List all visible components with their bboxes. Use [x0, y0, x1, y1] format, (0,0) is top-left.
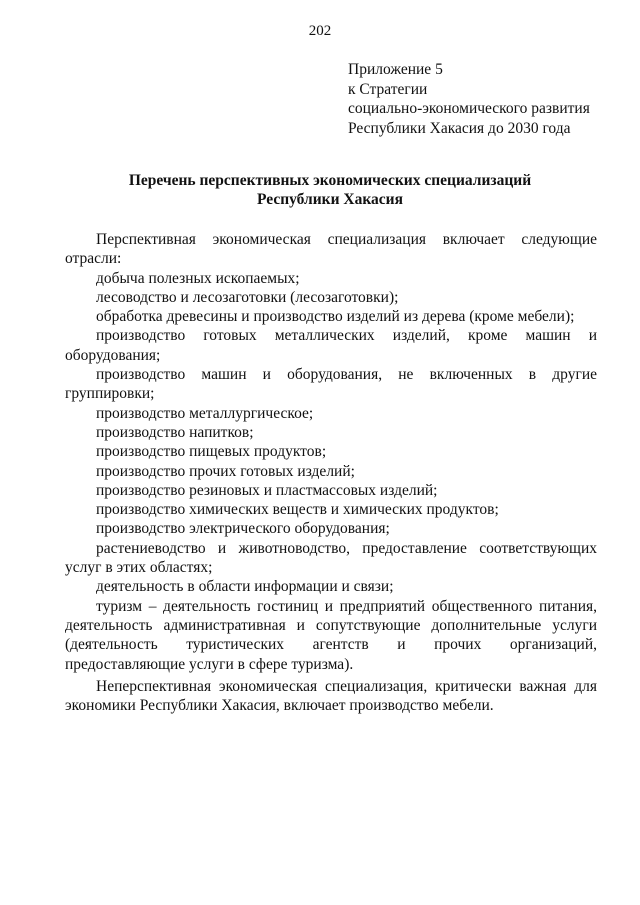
intro-paragraph: Перспективная экономическая специализация включает следующие отрасли:: [65, 231, 597, 268]
appendix-note: [348, 60, 618, 138]
appendix-line: Приложение 5: [348, 61, 443, 78]
list-item: производство пищевых продуктов;: [96, 443, 327, 461]
title-line-1: Перечень перспективных экономических специализаций: [128, 172, 532, 189]
page-number: 202: [308, 23, 332, 39]
appendix-line: к Стратегии: [348, 80, 428, 98]
list-item: обработка древесины и производство изделий из дерева (кроме мебели);: [96, 308, 575, 326]
closing-paragraph: Неперспективная экономическая специализация, критически важная для экономики Республики Хакасия, включает производство мебели.: [65, 677, 597, 715]
list-item: производство машин и оборудования, не включенных в другие группировки;: [65, 366, 597, 403]
list-item: производство металлургическое;: [96, 404, 314, 422]
list-item: производство электрического оборудования;: [96, 520, 390, 538]
document-title: [60, 171, 600, 209]
list-item: деятельность в области информации и связи;: [96, 578, 394, 596]
list-item: добыча полезных ископаемых;: [96, 269, 300, 287]
list-item: производство химических веществ и химических продуктов;: [96, 501, 499, 519]
list-item: растениеводство и животноводство, предоставление соответствующих услуг в этих областях;: [65, 539, 597, 577]
title-line-2: Республики Хакасия: [256, 191, 403, 208]
list-item: производство готовых металлических изделий, кроме машин и оборудования;: [65, 327, 597, 364]
list-item: туризм – деятельность гостиниц и предприятий общественного питания, деятельность административная и сопутствующие дополнительные услуги (деятельность туристических агентств и прочих организаций, предоставляющие услуги в сфере туризма).: [65, 597, 597, 673]
list-item: производство прочих готовых изделий;: [96, 462, 355, 480]
document-body: [65, 227, 597, 715]
list-item: производство напитков;: [96, 423, 254, 441]
appendix-line: Республики Хакасия до 2030 года: [348, 119, 571, 137]
list-item: лесоводство и лесозаготовки (лесозаготовки);: [96, 288, 399, 306]
list-item: производство резиновых и пластмассовых изделий;: [96, 481, 438, 499]
appendix-line: социально-экономического развития: [348, 100, 590, 117]
